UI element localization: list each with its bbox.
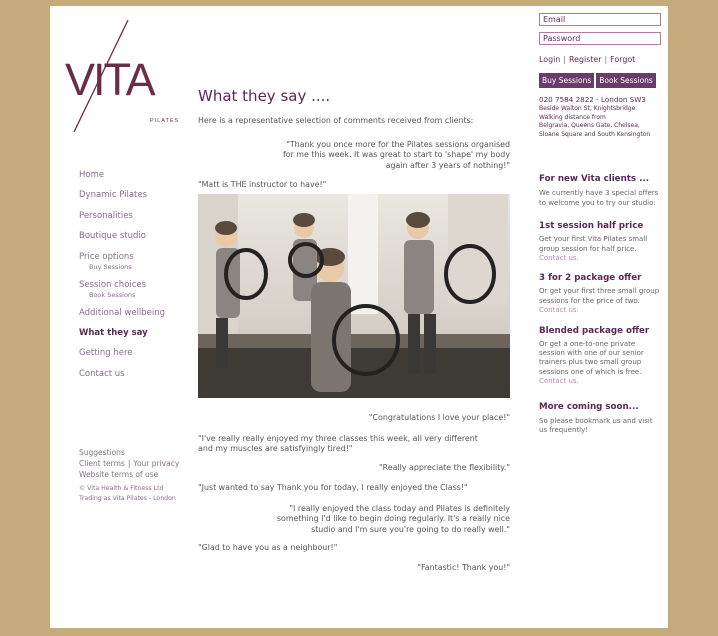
- password-input[interactable]: [539, 32, 661, 45]
- main-nav: [79, 169, 199, 388]
- main-content: [198, 86, 514, 572]
- nav-price-options[interactable]: Price options: [79, 251, 134, 262]
- coming-soon-heading: More coming soon...: [539, 401, 639, 412]
- buy-sessions-button[interactable]: Buy Sessions: [539, 73, 594, 88]
- login-link[interactable]: Login: [539, 55, 561, 64]
- email-input[interactable]: [539, 13, 661, 26]
- separator: |: [563, 55, 566, 64]
- forgot-link[interactable]: Forgot: [610, 55, 636, 64]
- separator: |: [127, 458, 131, 468]
- address-line: Beside Walton St, Knightsbridge: [539, 105, 636, 112]
- trading-name: Trading as Vita Pilates - London: [79, 495, 176, 503]
- testimonial: "Matt is THE instructor to have!": [198, 180, 327, 189]
- offer3-text: Or get a one-to-one private session with one of our senior trainers plus two small group sessions one of which is free. Contact us.: [539, 339, 644, 386]
- privacy-link[interactable]: Your privacy: [133, 458, 180, 468]
- separator: |: [604, 55, 608, 64]
- testimonial: "Thank you once more for the Pilates sessions organised for me this week. It was great to start to 'shape' my body again after 3 years of nothing!": [282, 140, 510, 170]
- testimonial: "Congratulations I love your place!": [368, 413, 510, 422]
- offer3-heading: Blended package offer: [539, 325, 650, 336]
- nav-buy-sessions[interactable]: Buy Sessions: [89, 262, 132, 271]
- intro-text: Here is a representative selection of comments received from clients:: [198, 116, 474, 125]
- new-clients-text: We currently have 3 special offers to welcome you to try our studio:: [539, 189, 659, 207]
- client-terms-link[interactable]: Client terms: [79, 458, 125, 468]
- offer2-text: Or get your first three small group sessions for the price of two. Contact us.: [539, 287, 660, 315]
- nav-dynamic-pilates[interactable]: Dynamic Pilates: [79, 190, 148, 201]
- nav-additional-wellbeing[interactable]: Additional wellbeing: [79, 307, 166, 318]
- address-line: Belgravia, Queens Gate, Chelsea,: [539, 122, 640, 130]
- nav-session-choices[interactable]: Session choices: [79, 279, 147, 290]
- nav-home[interactable]: Home: [79, 170, 105, 180]
- address-line: Sloane Square and South Kensington: [539, 130, 651, 138]
- nav-getting-here[interactable]: Getting here: [79, 348, 133, 359]
- nav-contact-us[interactable]: Contact us: [79, 368, 125, 379]
- testimonial: "Just wanted to say Thank you for today, I really enjoyed the Class!": [198, 483, 468, 492]
- right-sidebar: [539, 13, 661, 435]
- phone-number: 020 7584 2822 - London SW3: [539, 95, 646, 104]
- offer1-contact-link[interactable]: Contact us.: [539, 254, 579, 262]
- suggestions-link[interactable]: Suggestions: [79, 448, 125, 457]
- svg-text:VITA: VITA: [65, 54, 154, 105]
- testimonial: "I've really really enjoyed my three classes this week, all very different and my muscles are satisfyingly tired!": [198, 434, 478, 454]
- page: [50, 6, 668, 628]
- testimonial: "Glad to have you as a neighbour!": [198, 543, 338, 552]
- offer3-contact-link[interactable]: Contact us.: [539, 377, 579, 386]
- website-terms-link[interactable]: Website terms of use: [79, 469, 159, 479]
- copyright: © Vita Health & Fitness Ltd: [79, 485, 164, 493]
- testimonial: "Really appreciate the flexibility.": [379, 463, 510, 472]
- nav-boutique-studio[interactable]: Boutique studio: [79, 231, 146, 242]
- offer2-contact-link[interactable]: Contact us.: [539, 306, 579, 315]
- testimonial: "I really enjoyed the class today and Pilates is definitely something I'd like to begin doing regularly. It's a really nice studio and I'm sure you're going to do really well.": [276, 504, 510, 534]
- book-sessions-button[interactable]: Book Sessions: [596, 73, 656, 88]
- offer1-heading: 1st session half price: [539, 221, 644, 232]
- offer2-heading: 3 for 2 package offer: [539, 273, 642, 284]
- nav-book-sessions[interactable]: Book Sessions: [89, 290, 136, 299]
- coming-soon-text: So please bookmark us and visit us frequently!: [539, 416, 653, 435]
- page-title: What they say ....: [198, 87, 331, 105]
- vita-pilates-logo[interactable]: [64, 16, 184, 136]
- testimonial: "Fantastic! Thank you!": [417, 563, 510, 572]
- nav-what-they-say[interactable]: What they say: [79, 327, 148, 338]
- pilates-class-photo: [198, 194, 510, 398]
- svg-text:PILATES: PILATES: [150, 118, 180, 124]
- offer1-text: Get your first Vita Pilates small group session for half price. Contact us.: [539, 235, 648, 262]
- address-line: Walking distance from: [539, 113, 606, 121]
- footer-links: [79, 448, 229, 504]
- auth-links: [539, 55, 661, 64]
- session-buttons: [539, 68, 661, 88]
- new-clients-heading: For new Vita clients ...: [539, 174, 650, 185]
- register-link[interactable]: Register: [568, 55, 602, 64]
- nav-personalities[interactable]: Personalities: [79, 210, 133, 221]
